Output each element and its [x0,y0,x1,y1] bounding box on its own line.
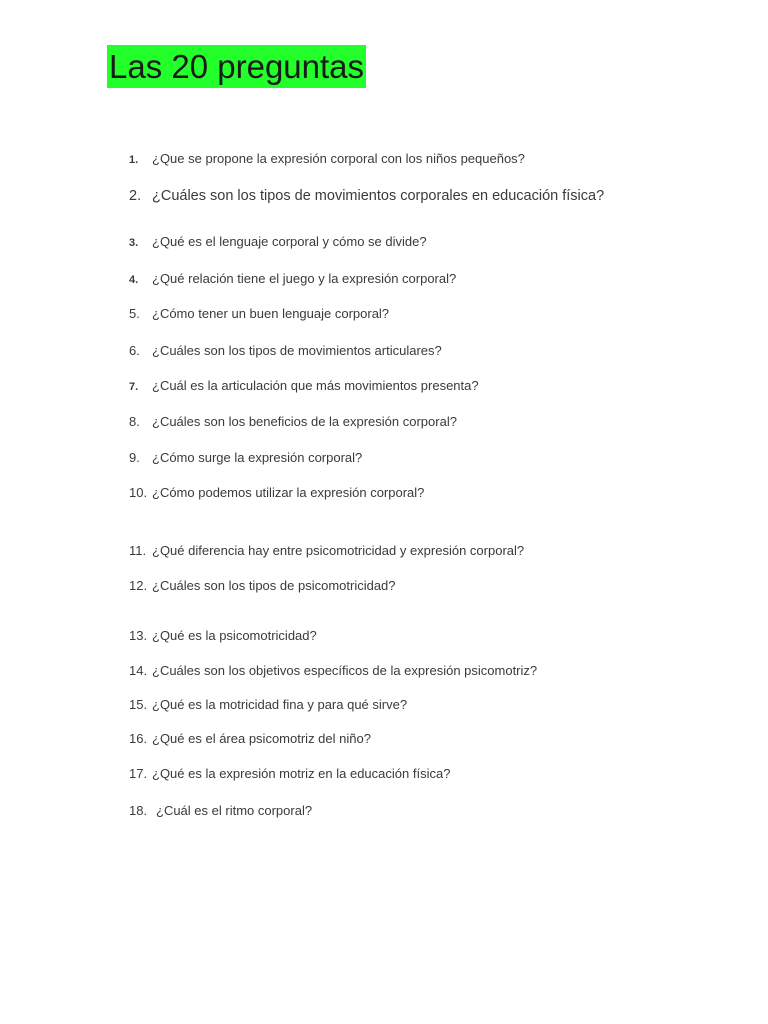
question-text: ¿Cómo tener un buen lenguaje corporal? [152,306,390,321]
question-text: ¿Qué diferencia hay entre psicomotricidad y expresión corporal? [152,543,525,558]
question-text: ¿Cuál es la articulación que más movimientos presenta? [152,378,479,393]
question-text: ¿Qué relación tiene el juego y la expresión corporal? [152,271,457,286]
question-number: 3. [129,237,139,249]
question-number: 10. [129,485,148,500]
question-text: ¿Qué es la psicomotricidad? [152,628,317,643]
question-number: 9. [129,450,140,465]
question-number: 1. [129,154,139,166]
question-text: ¿Cómo podemos utilizar la expresión corporal? [152,485,425,500]
question-number: 14. [129,663,148,678]
question-number: 7. [129,381,139,393]
question-text: ¿Qué es el lenguaje corporal y cómo se divide? [152,234,427,249]
question-number: 15. [129,697,148,712]
question-text: ¿Cuáles son los tipos de movimientos articulares? [152,343,442,358]
question-text: ¿Cuáles son los tipos de movimientos corporales en educación física? [152,188,605,204]
question-number: 13. [129,628,148,643]
question-number: 4. [129,274,139,286]
question-number: 16. [129,731,148,746]
question-text: ¿Qué es el área psicomotriz del niño? [152,731,371,746]
question-text: ¿Cuáles son los tipos de psicomotricidad? [152,578,396,593]
question-text: ¿Cuáles son los objetivos específicos de la expresión psicomotriz? [152,663,538,678]
question-number: 6. [129,343,140,358]
question-number: 8. [129,414,140,429]
question-number: 12. [129,578,148,593]
question-text: ¿Cuál es el ritmo corporal? [156,803,313,818]
question-text: ¿Qué es la expresión motriz en la educación física? [152,766,451,781]
document-title: Las 20 preguntas [107,45,366,88]
question-text: ¿Cómo surge la expresión corporal? [152,450,363,465]
question-text: ¿Que se propone la expresión corporal con los niños pequeños? [152,151,525,166]
question-number: 11. [129,543,147,558]
question-number: 5. [129,306,140,321]
question-text: ¿Qué es la motricidad fina y para qué sirve? [152,697,408,712]
question-number: 2. [129,188,142,204]
question-text: ¿Cuáles son los beneficios de la expresión corporal? [152,414,457,429]
question-number: 18. [129,803,148,818]
question-number: 17. [129,766,148,781]
